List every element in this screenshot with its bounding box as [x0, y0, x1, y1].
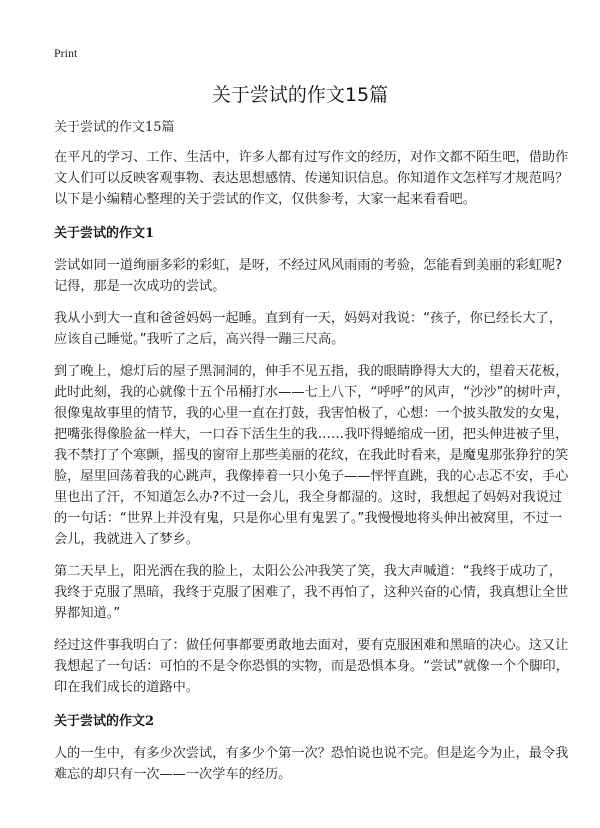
- page-title: 关于尝试的作文15篇: [211, 84, 389, 106]
- document-body: [54, 118, 574, 796]
- intro-paragraph: 在平凡的学习、工作、生活中，许多人都有过写作文的经历，对作文都不陌生吧，借助作文人们可以反映客观事物、表达思想感情、传递知识信息。你知道作文怎样写才规范吗？以下是小编精心整理的关于尝试的作文，仅供参考，大家一起来看看吧。: [54, 150, 569, 207]
- paragraph: 到了晚上，熄灯后的屋子黑洞洞的，伸手不见五指，我的眼睛睁得大大的，望着天花板，此时此刻，我的心就像十五个吊桶打水——七上八下，“呼呼”的风声，“沙沙”的树叶声，很像鬼故事里的情节，我的心里一直在打鼓，我害怕极了，心想：一个披头散发的女鬼，把嘴张得像脸盆一样大，一口吞下活生生的我……我吓得蜷缩成一团，把头伸进被子里，我不禁打了个寒颤，摇曳的窗帘上那些美丽的花纹，在我此时看来，是魔鬼那张狰狞的笑脸，屋里回荡着我的心跳声，我像捧着一只小兔子——怦怦直跳，我的心忐忑不安，手心里也出了汗，不知道怎么办?不过一会儿，我全身都湿的。这时，我想起了妈妈对我说过的一句话：“世界上并没有鬼，只是你心里有鬼罢了。”我慢慢地将头伸出被窝里，不过一会儿，我就进入了梦乡。: [54, 364, 570, 547]
- document-subtitle: 关于尝试的作文15篇: [54, 120, 175, 135]
- section-heading-1: 关于尝试的作文1: [54, 226, 155, 241]
- paragraph: 第二天早上，阳光洒在我的脸上，太阳公公冲我笑了笑，我大声喊道：“我终于成功了，我终于克服了黑暗，我终于克服了困难了，我不再怕了，这种兴奋的心情，我真想让全世界都知道。”: [54, 564, 569, 621]
- paragraph: 经过这件事我明白了：做任何事都要勇敢地去面对，要有克服困难和黑暗的决心。这又让我想起了一句话：可怕的不是令你恐惧的实物，而是恐惧本身。“尝试”就像一个个脚印，印在我们成长的道路中。: [54, 638, 569, 695]
- paragraph: 人的一生中，有多少次尝试，有多少个第一次？恐怕说也说不完。但是迄今为止，最令我难忘的却只有一次——一次学车的经历。: [54, 746, 569, 782]
- section-heading-2: 关于尝试的作文2: [54, 714, 155, 729]
- print-link[interactable]: Print: [54, 46, 78, 60]
- paragraph: 我从小到大一直和爸爸妈妈一起睡。直到有一天，妈妈对我说：“孩子，你已经长大了，应该自己睡觉。”我听了之后，高兴得一蹦三尺高。: [54, 311, 562, 347]
- paragraph: 尝试如同一道绚丽多彩的彩虹，是呀，不经过风风雨雨的考验，怎能看到美丽的彩虹呢?记得，那是一次成功的尝试。: [54, 258, 563, 294]
